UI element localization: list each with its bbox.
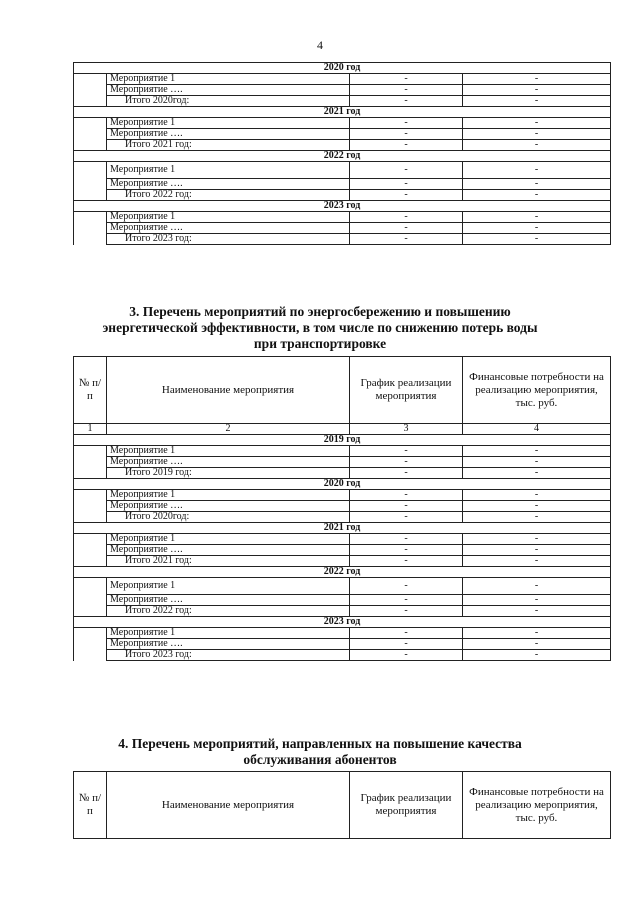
activity-name-cell: Мероприятие …. — [107, 85, 350, 96]
service-quality-table — [73, 771, 611, 839]
column-number: 1 — [74, 424, 107, 435]
header-finance: Финансовые потребности на реализацию мероприятия, тыс. руб. — [463, 772, 611, 839]
schedule-cell: - — [350, 190, 463, 201]
activity-name-cell: Мероприятие …. — [107, 129, 350, 140]
year-row — [74, 151, 611, 162]
activity-name-cell: Мероприятие 1 — [107, 534, 350, 545]
section-3-title-line-1: 3. Перечень мероприятий по энергосбережению и повышению — [129, 304, 511, 319]
finance-cell: - — [463, 129, 611, 140]
year-row — [74, 523, 611, 534]
activity-name-cell: Мероприятие 1 — [107, 212, 350, 223]
schedule-cell: - — [350, 212, 463, 223]
table-row — [74, 490, 611, 501]
table-row — [74, 534, 611, 545]
section-3-title-line-2: энергетической эффективности, в том числе по снижению потерь воды — [102, 320, 538, 335]
year-label: 2023 год — [74, 617, 611, 628]
number-cell — [74, 534, 107, 545]
year-label: 2022 год — [74, 567, 611, 578]
column-number: 2 — [107, 424, 350, 435]
year-row — [74, 201, 611, 212]
table-row — [74, 74, 611, 85]
finance-cell: - — [463, 650, 611, 661]
table-row — [74, 446, 611, 457]
table-row — [74, 118, 611, 129]
number-cell — [74, 501, 107, 512]
header-finance: Финансовые потребности на реализацию мероприятия, тыс. руб. — [463, 357, 611, 424]
schedule-cell: - — [350, 179, 463, 190]
finance-cell: - — [463, 234, 611, 245]
year-row — [74, 107, 611, 118]
finance-cell: - — [463, 140, 611, 151]
table-row — [74, 556, 611, 567]
schedule-cell: - — [350, 118, 463, 129]
activity-name-cell: Мероприятие 1 — [107, 628, 350, 639]
schedule-cell: - — [350, 468, 463, 479]
number-cell — [74, 595, 107, 606]
table-row — [74, 129, 611, 140]
table-row — [74, 85, 611, 96]
schedule-cell: - — [350, 556, 463, 567]
number-cell — [74, 96, 107, 107]
schedule-cell: - — [350, 606, 463, 617]
table-row — [74, 639, 611, 650]
header-schedule: График реализации мероприятия — [350, 357, 463, 424]
table-row — [74, 595, 611, 606]
year-label: 2022 год — [74, 151, 611, 162]
header-number: № п/п — [74, 772, 107, 839]
finance-cell: - — [463, 162, 611, 179]
activity-name-cell: Мероприятие …. — [107, 223, 350, 234]
year-label: 2023 год — [74, 201, 611, 212]
schedule-cell: - — [350, 490, 463, 501]
activity-name-cell: Мероприятие 1 — [107, 578, 350, 595]
table-row — [74, 578, 611, 595]
continuation-table — [73, 62, 611, 245]
finance-cell: - — [463, 639, 611, 650]
schedule-cell: - — [350, 96, 463, 107]
schedule-cell: - — [350, 628, 463, 639]
number-cell — [74, 628, 107, 639]
activity-name-cell: Мероприятие …. — [107, 457, 350, 468]
number-cell — [74, 223, 107, 234]
table-row — [74, 545, 611, 556]
section-3-title-line-3: при транспортировке — [253, 336, 387, 351]
activity-name-cell: Мероприятие 1 — [107, 490, 350, 501]
number-cell — [74, 74, 107, 85]
table-row — [74, 234, 611, 245]
schedule-cell: - — [350, 129, 463, 140]
table-row — [74, 468, 611, 479]
number-cell — [74, 179, 107, 190]
finance-cell: - — [463, 595, 611, 606]
schedule-cell: - — [350, 595, 463, 606]
table-row — [74, 162, 611, 179]
total-cell: Итого 2019 год: — [107, 468, 350, 479]
table-row — [74, 628, 611, 639]
number-cell — [74, 650, 107, 661]
year-label: 2021 год — [74, 523, 611, 534]
section-4-title — [40, 736, 600, 768]
number-cell — [74, 190, 107, 201]
finance-cell: - — [463, 74, 611, 85]
header-name: Наименование мероприятия — [107, 357, 350, 424]
section-4-title-line-1: 4. Перечень мероприятий, направленных на повышение качества — [118, 736, 522, 751]
schedule-cell: - — [350, 501, 463, 512]
schedule-cell: - — [350, 234, 463, 245]
finance-cell: - — [463, 446, 611, 457]
activity-name-cell: Мероприятие …. — [107, 639, 350, 650]
activity-name-cell: Мероприятие 1 — [107, 446, 350, 457]
year-label: 2020 год — [74, 63, 611, 74]
column-numbers-row — [74, 424, 611, 435]
finance-cell: - — [463, 490, 611, 501]
header-number: № п/п — [74, 357, 107, 424]
number-cell — [74, 468, 107, 479]
section-3-title — [40, 304, 600, 352]
year-label: 2019 год — [74, 435, 611, 446]
finance-cell: - — [463, 512, 611, 523]
year-label: 2021 год — [74, 107, 611, 118]
table-row — [74, 457, 611, 468]
table-row — [74, 606, 611, 617]
finance-cell: - — [463, 190, 611, 201]
finance-cell: - — [463, 85, 611, 96]
finance-cell: - — [463, 179, 611, 190]
table-row — [74, 512, 611, 523]
finance-cell: - — [463, 118, 611, 129]
total-cell: Итого 2020год: — [107, 512, 350, 523]
activity-name-cell: Мероприятие …. — [107, 545, 350, 556]
activity-name-cell: Мероприятие …. — [107, 501, 350, 512]
finance-cell: - — [463, 545, 611, 556]
number-cell — [74, 490, 107, 501]
table-header-row — [74, 772, 611, 839]
year-row — [74, 63, 611, 74]
number-cell — [74, 545, 107, 556]
finance-cell: - — [463, 628, 611, 639]
total-cell: Итого 2023 год: — [107, 650, 350, 661]
finance-cell: - — [463, 501, 611, 512]
schedule-cell: - — [350, 74, 463, 85]
number-cell — [74, 140, 107, 151]
table-row — [74, 140, 611, 151]
energy-saving-table — [73, 356, 611, 661]
year-label: 2020 год — [74, 479, 611, 490]
finance-cell: - — [463, 457, 611, 468]
schedule-cell: - — [350, 650, 463, 661]
total-cell: Итого 2022 год: — [107, 190, 350, 201]
year-row — [74, 435, 611, 446]
header-schedule: График реализации мероприятия — [350, 772, 463, 839]
number-cell — [74, 556, 107, 567]
column-number: 4 — [463, 424, 611, 435]
number-cell — [74, 234, 107, 245]
finance-cell: - — [463, 212, 611, 223]
table-row — [74, 212, 611, 223]
finance-cell: - — [463, 96, 611, 107]
schedule-cell: - — [350, 223, 463, 234]
table-row — [74, 179, 611, 190]
total-cell: Итого 2021 год: — [107, 140, 350, 151]
table-row — [74, 650, 611, 661]
table-row — [74, 501, 611, 512]
table-row — [74, 223, 611, 234]
page-number: 4 — [317, 38, 323, 52]
schedule-cell: - — [350, 545, 463, 556]
schedule-cell: - — [350, 162, 463, 179]
schedule-cell: - — [350, 85, 463, 96]
schedule-cell: - — [350, 639, 463, 650]
finance-cell: - — [463, 606, 611, 617]
finance-cell: - — [463, 534, 611, 545]
year-row — [74, 617, 611, 628]
number-cell — [74, 457, 107, 468]
number-cell — [74, 446, 107, 457]
schedule-cell: - — [350, 140, 463, 151]
number-cell — [74, 212, 107, 223]
number-cell — [74, 606, 107, 617]
number-cell — [74, 578, 107, 595]
schedule-cell: - — [350, 578, 463, 595]
number-cell — [74, 85, 107, 96]
activity-name-cell: Мероприятие 1 — [107, 74, 350, 85]
activity-name-cell: Мероприятие …. — [107, 595, 350, 606]
total-cell: Итого 2023 год: — [107, 234, 350, 245]
column-number: 3 — [350, 424, 463, 435]
year-row — [74, 567, 611, 578]
finance-cell: - — [463, 578, 611, 595]
finance-cell: - — [463, 223, 611, 234]
table-header-row — [74, 357, 611, 424]
activity-name-cell: Мероприятие …. — [107, 179, 350, 190]
header-name: Наименование мероприятия — [107, 772, 350, 839]
number-cell — [74, 162, 107, 179]
section-4-title-line-2: обслуживания абонентов — [243, 752, 397, 767]
schedule-cell: - — [350, 446, 463, 457]
schedule-cell: - — [350, 457, 463, 468]
total-cell: Итого 2020год: — [107, 96, 350, 107]
year-row — [74, 479, 611, 490]
activity-name-cell: Мероприятие 1 — [107, 162, 350, 179]
number-cell — [74, 512, 107, 523]
schedule-cell: - — [350, 512, 463, 523]
finance-cell: - — [463, 556, 611, 567]
number-cell — [74, 639, 107, 650]
table-row — [74, 96, 611, 107]
table-row — [74, 190, 611, 201]
activity-name-cell: Мероприятие 1 — [107, 118, 350, 129]
number-cell — [74, 118, 107, 129]
finance-cell: - — [463, 468, 611, 479]
total-cell: Итого 2022 год: — [107, 606, 350, 617]
schedule-cell: - — [350, 534, 463, 545]
total-cell: Итого 2021 год: — [107, 556, 350, 567]
number-cell — [74, 129, 107, 140]
